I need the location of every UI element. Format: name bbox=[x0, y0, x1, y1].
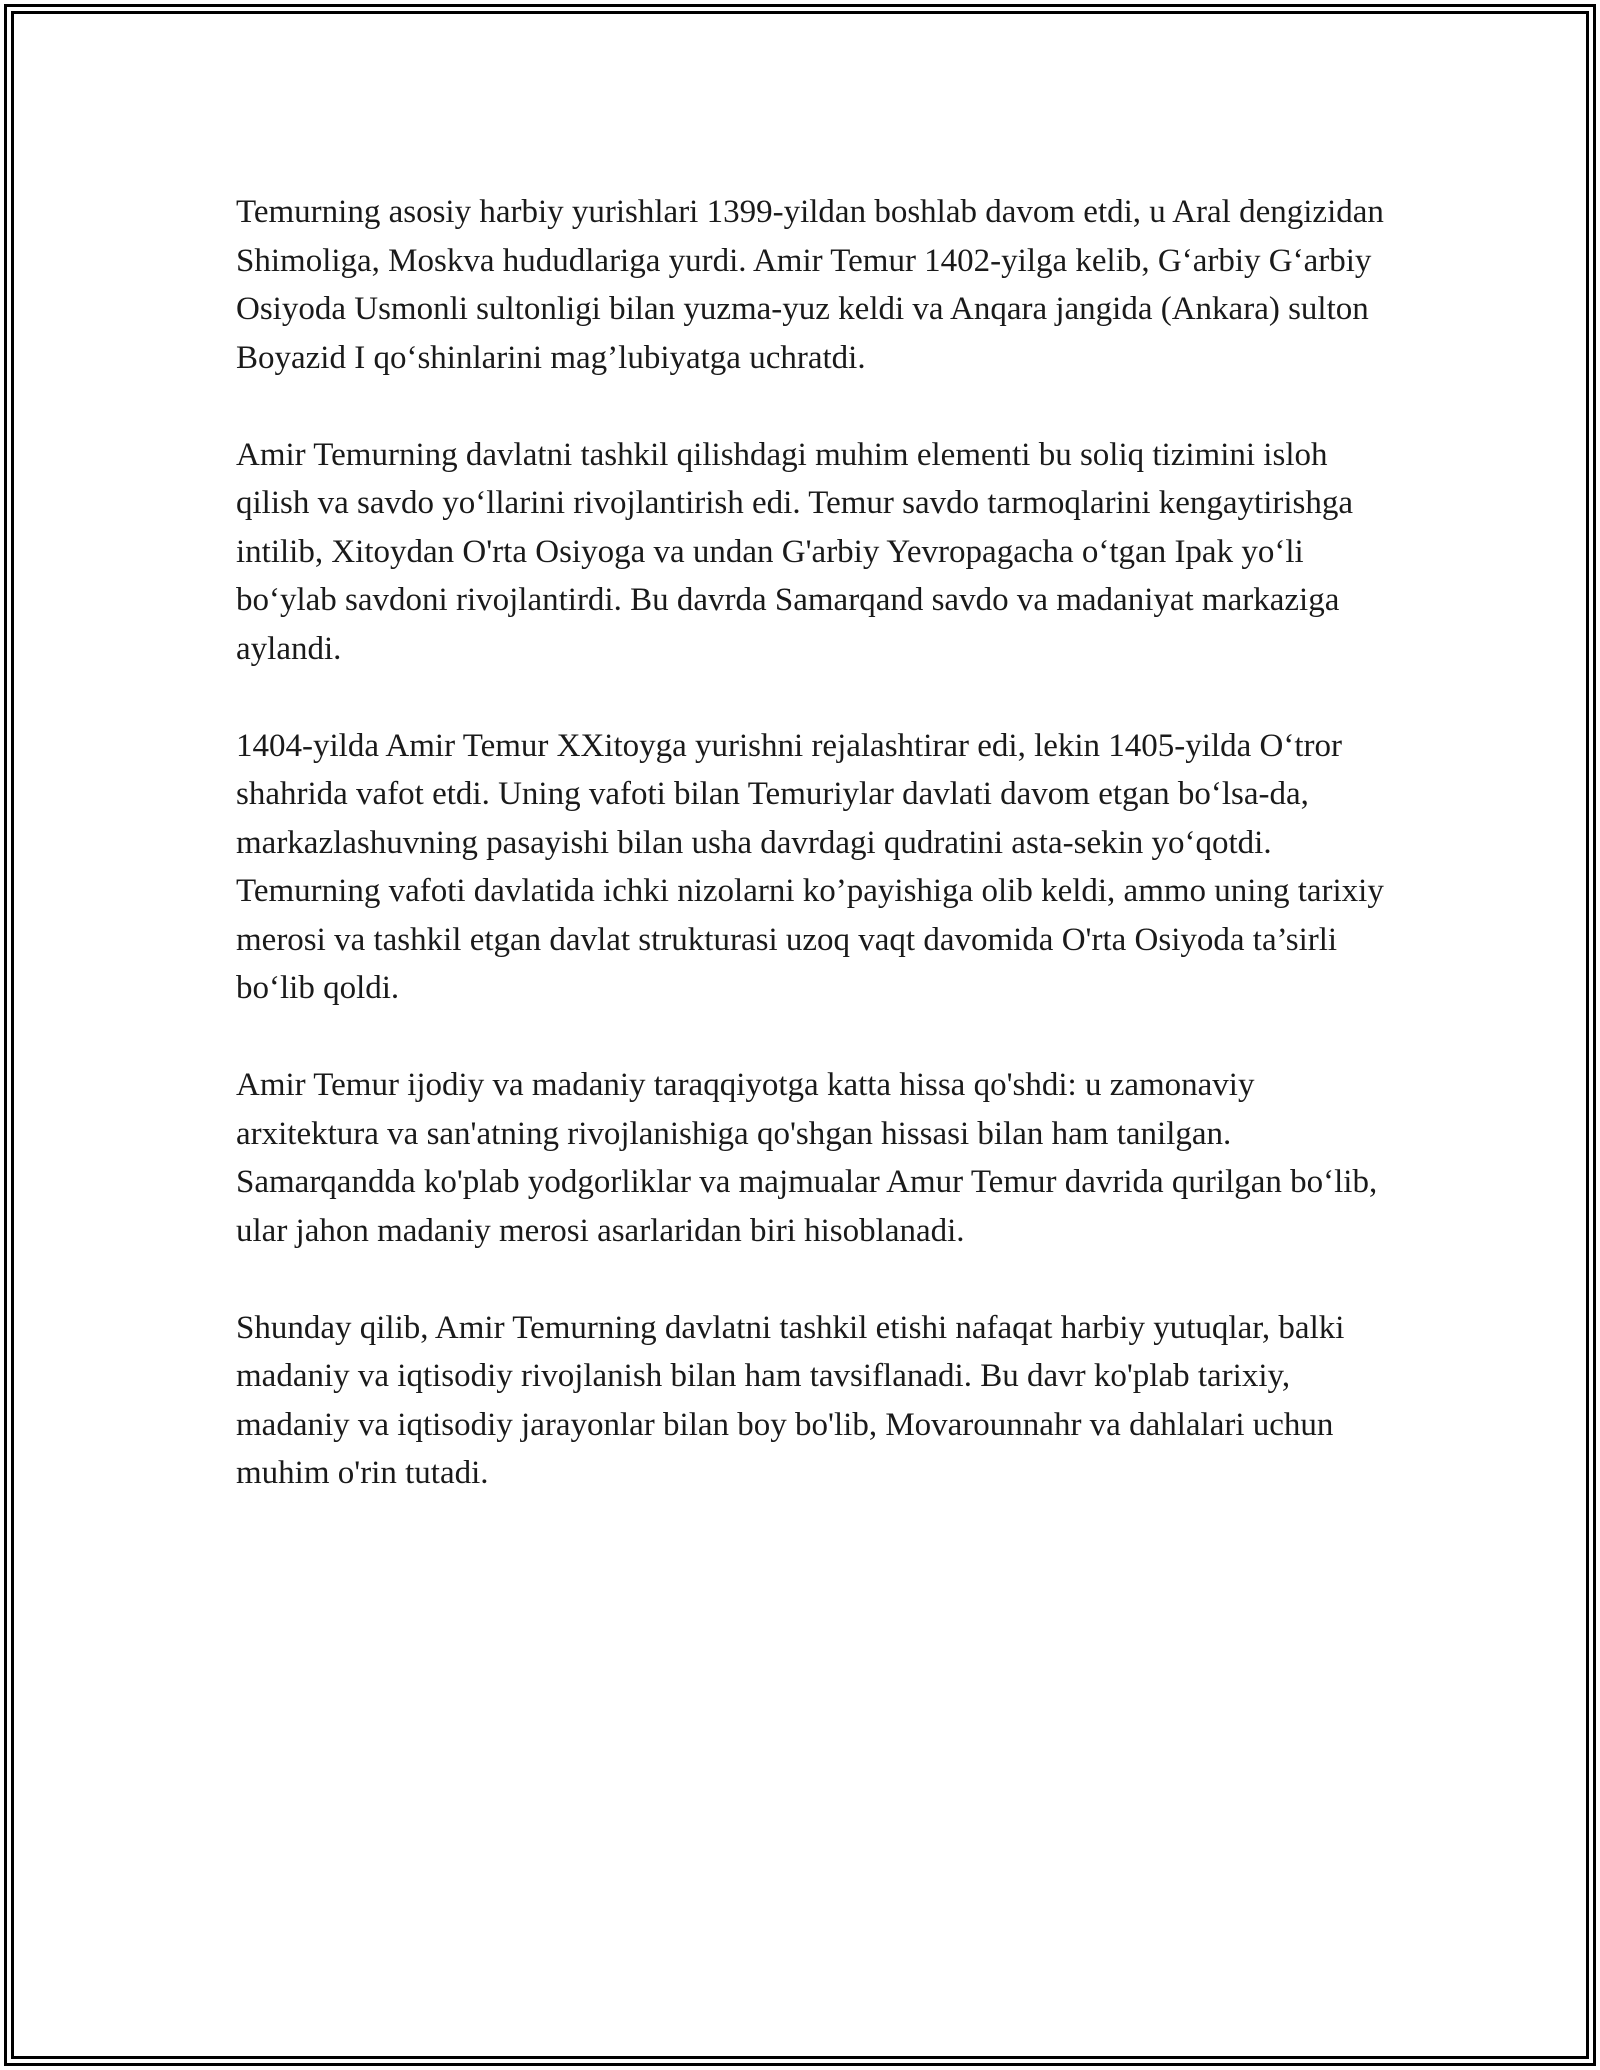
paragraph-death-and-legacy: 1404-yilda Amir Temur XXitoyga yurishni rejalashtirar edi, lekin 1405-yilda O‘tror shahrida vafot etdi. Uning vafoti bilan Temuriylar davlati davom etgan bo‘lsa-da, markazlashuvning pasayishi bilan usha davrdagi qudratini asta-sekin yo‘qotdi. Temurning vafoti davlatida ichki nizolarni ko’payishiga olib keldi, ammo uning tarixiy merosi va tashkil etgan davlat strukturasi uzoq vaqt davomida O'rta Osiyoda ta’sirli bo‘lib qoldi. bbox=[236, 727, 1384, 1006]
paragraph-conclusion: Shunday qilib, Amir Temurning davlatni tashkil etishi nafaqat harbiy yutuqlar, balki madaniy va iqtisodiy rivojlanish bilan ham tavsiflanadi. Bu davr ko'plab tarixiy, madaniy va iqtisodiy jarayonlar bilan boy bo'lib, Movarounnahr va dahlalari uchun muhim o'rin tutadi. bbox=[236, 1309, 1345, 1491]
document-body bbox=[236, 188, 1386, 1546]
paragraph-tax-and-trade: Amir Temurning davlatni tashkil qilishdagi muhim elementi bu soliq tizimini isloh qilish va savdo yo‘llarini rivojlantirish edi. Temur savdo tarmoqlarini kengaytirishga intilib, Xitoydan O'rta Osiyoga va undan G'arbiy Yevropagacha o‘tgan Ipak yo‘li bo‘ylab savdoni rivojlantirdi. Bu davrda Samarqand savdo va madaniyat markaziga aylandi. bbox=[236, 436, 1354, 667]
paragraph-culture-and-architecture: Amir Temur ijodiy va madaniy taraqqiyotga katta hissa qo'shdi: u zamonaviy arxitektura va san'atning rivojlanishiga qo'shgan hissasi bilan ham tanilgan. Samarqandda ko'plab yodgorliklar va majmualar Amur Temur davrida qurilgan bo‘lib, ular jahon madaniy merosi asarlaridan biri hisoblanadi. bbox=[236, 1067, 1378, 1249]
paragraph-military-campaigns: Temurning asosiy harbiy yurishlari 1399-yildan boshlab davom etdi, u Aral dengizidan Shimoliga, Moskva hududlariga yurdi. Amir Temur 1402-yilga kelib, G‘arbiy G‘arbiy Osiyoda Usmonli sultonligi bilan yuzma-yuz keldi va Anqara jangida (Ankara) sulton Boyazid I qo‘shinlarini mag’lubiyatga uchratdi. bbox=[236, 194, 1384, 376]
